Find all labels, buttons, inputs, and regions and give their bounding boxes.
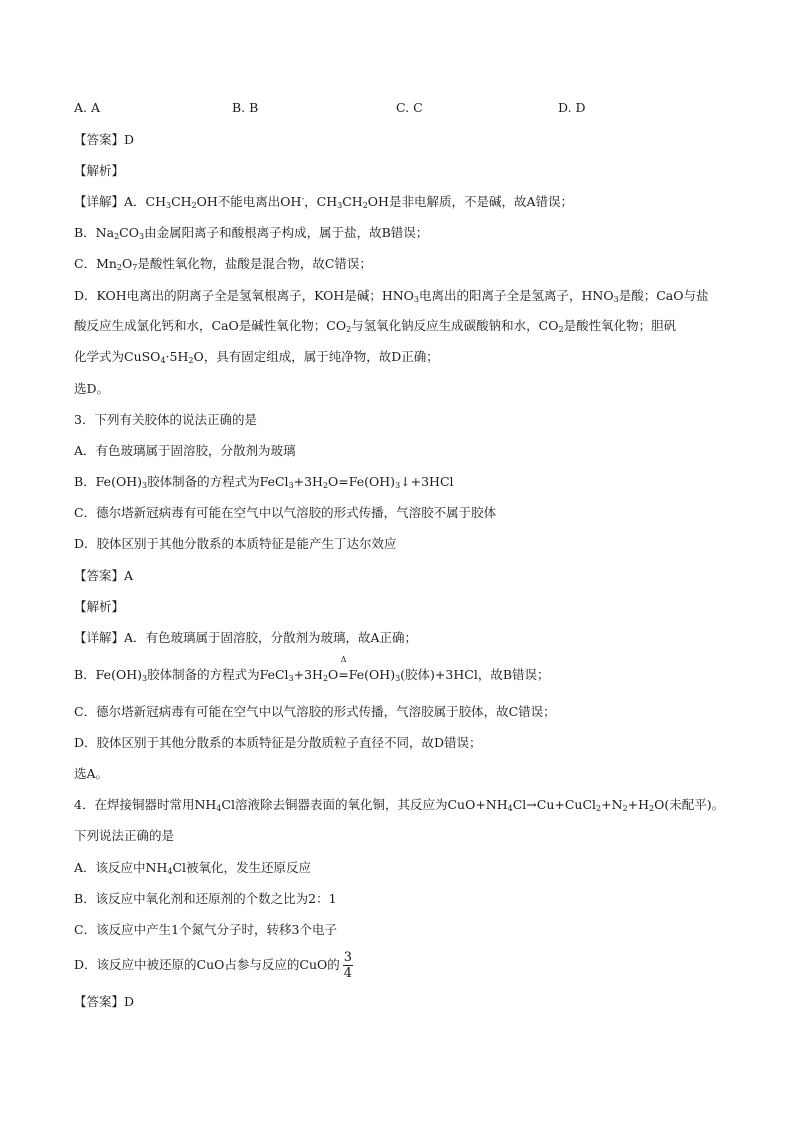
q3-conclusion: 选A。 bbox=[74, 766, 109, 781]
heat-equals-sign: Δ = bbox=[338, 655, 349, 682]
q2-conclusion: 选D。 bbox=[74, 381, 110, 396]
q2-detail-a: 【详解】A．$CH_3CH_2OH$不能电离出OH-，$CH_3CH_2OH$是非电解质，不是碱，故A错误； bbox=[74, 194, 573, 210]
q3-stem: 3．下列有关胶体的说法正确的是 bbox=[74, 412, 257, 427]
q4-stem-line2: 下列说法正确的是 bbox=[74, 828, 175, 843]
q4-option-b: B．该反应中氧化剂和还原剂的个数之比为2：1 bbox=[74, 891, 337, 906]
q2-detail-c: C．$Mn_2O_7$是酸性氧化物，盐酸是混合物，故C错误； bbox=[74, 256, 372, 272]
q3-analysis-label: 【解析】 bbox=[74, 599, 125, 614]
q3-answer: 【答案】A bbox=[74, 568, 134, 583]
previous-question-choices bbox=[74, 100, 734, 118]
q3-option-c: C．德尔塔新冠病毒有可能在空气中以气溶胶的形式传播，气溶胶不属于胶体 bbox=[74, 505, 497, 520]
q3-detail-b: B．$Fe(OH)_3$胶体制备的方程式为$FeCl_3+3H_2O$ Δ $=Fe(OH)_3$(胶体)+3HCl，故B错误； bbox=[74, 655, 550, 683]
q3-option-d: D．胶体区别于其他分散系的本质特征是能产生丁达尔效应 bbox=[74, 536, 397, 551]
q3-option-a: A．有色玻璃属于固溶胶，分散剂为玻璃 bbox=[74, 443, 296, 458]
q4-stem-line1: 4．在焊接铜器时常用$NH_4Cl$溶液除去铜器表面的氧化铜，其反应为$CuO+NH_4Cl\to Cu+CuCl_2+N_2+H_2O$(未配平)。 bbox=[74, 797, 725, 813]
q3-detail-c: C．德尔塔新冠病毒有可能在空气中以气溶胶的形式传播，气溶胶属于胶体，故C错误； bbox=[74, 704, 556, 719]
q2-detail-d-line3: 化学式为$CuSO_4\cdot 5H_2O$，具有固定组成，属于纯净物，故D正确； bbox=[74, 349, 439, 365]
q4-option-a: A．该反应中$NH_4Cl$被氧化，发生还原反应 bbox=[74, 860, 312, 876]
q3-option-b: B．$Fe(OH)_3$胶体制备的方程式为$FeCl_3+3H_2O=Fe(OH)_3↓+3HCl$ bbox=[74, 474, 454, 490]
q2-detail-d-line2: 酸反应生成氯化钙和水，CaO是碱性氧化物；$CO_2$与氢氧化钠反应生成碳酸钠和水，$CO_2$是酸性氧化物；胆矾 bbox=[74, 318, 677, 334]
q4-option-c: C．该反应中产生1个氮气分子时，转移3个电子 bbox=[74, 922, 337, 937]
choice-b: B. B bbox=[232, 100, 259, 115]
q4-option-d: D．该反应中被还原的CuO占参与反应的CuO的 $\frac{3}{4}$ bbox=[74, 950, 353, 981]
q3-detail-d: D．胶体区别于其他分散系的本质特征是分散质粒子直径不同，故D错误； bbox=[74, 735, 482, 750]
fraction-three-quarters: $\frac{3}{4}$ bbox=[343, 950, 353, 981]
choice-d: D. D bbox=[558, 100, 586, 115]
q2-detail-b: B．$Na_2CO_3$由金属阳离子和酸根离子构成，属于盐，故B错误； bbox=[74, 225, 429, 241]
q3-detail-a: 【详解】A．有色玻璃属于固溶胶，分散剂为玻璃，故A正确； bbox=[74, 630, 418, 645]
choice-c: C. C bbox=[396, 100, 423, 115]
q2-detail-d-line1: D．KOH电离出的阴离子全是氢氧根离子，KOH是碱；$HNO_3$电离出的阳离子全是氢离子，$HNO_3$是酸；CaO与盐 bbox=[74, 288, 709, 304]
choice-a: A. A bbox=[74, 100, 101, 115]
q2-answer: 【答案】D bbox=[74, 132, 135, 147]
q2-analysis-label: 【解析】 bbox=[74, 163, 125, 178]
q4-answer: 【答案】D bbox=[74, 994, 135, 1009]
